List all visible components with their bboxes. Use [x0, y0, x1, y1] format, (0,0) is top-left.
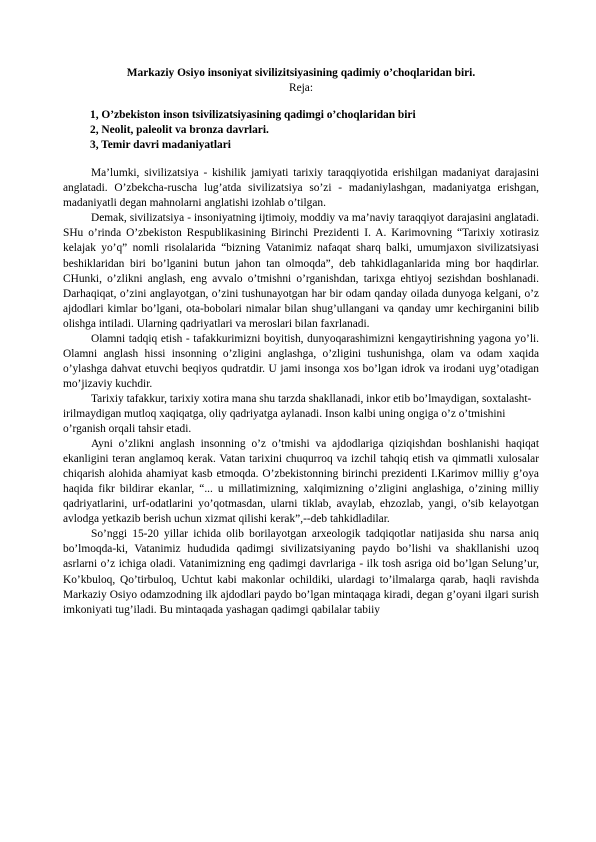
paragraph: Tarixiy tafakkur, tarixiy xotira mana shu tarzda shakllanadi, inkor etib bo’lmaydigan, soxtalasht-irilmaydigan mutloq xaqiqatga, oliy qadriyatga aylanadi. Inson kalbi uning ongiga o’z o’tmishini o’rganish orqali tahsir etadi. — [63, 392, 532, 436]
plan-heading: Reja: — [288, 82, 314, 95]
paragraph: So’nggi 15-20 yillar ichida olib borilayotgan arxeologik tadqiqotlar natijasida shu narsa aniq bo’lmoqda-ki, Vatanimiz hududida qadimgi sivilizatsiyaning paydo bo’lishi va shakllanishi uzoq asrlarni o’z ichiga oladi. Vatanimizning eng qadimgi davrlariga - ilk tosh asriga oid bo’lgan Selung’ur, Ko’kbuloq, Qo’tirbuloq, Uchtut kabi makonlar ochildiki, ulardagi to’ilmalarga qarab, haqli ravishda Markaziy Osiyo odamzodning ilk ajdodlari paydo bo’lgan mintaqaga kiradi, degan g’oyani ilgari surish imkoniyati tug’iladi. Bu mintaqada yashagan qadimgi qabilalar tabiiy — [63, 528, 539, 616]
plan-list — [63, 108, 539, 153]
paragraph: Ma’lumki, sivilizatsiya - kishilik jamiyati tarixiy taraqqiyotida erishilgan madaniyat darajasini anglatadi. O’zbekcha-ruscha lug’atda sivilizatsiya so’zi - madaniylashgan, madaniyatga erishgan, madaniyatli degan mahnolarni anglatishi izohlab o’tilgan. — [63, 167, 539, 210]
plan-item: 2, Neolit, paleolit va bronza davrlari. — [90, 124, 269, 137]
paragraph: Demak, sivilizatsiya - insoniyatning ijtimoiy, moddiy va ma’naviy taraqqiyot darajasini anglatadi. SHu o’rinda O’zbekiston Respublikasining Birinchi Prezidenti I. A. Karimovning “Tarixiy xotirasiz kelajak yo’q” nomli risolalarida “bizning Vatanimiz nafaqat sharq balki, umumjaxon sivilizatsiyasi beshiklaridan biri bo’lganini butun jahon tan olmoqda”, deb tahkidlaganlarida ming bor haqdirlar. CHunki, o’zlikni anglash, eng avvalo o’tmishni o’rganishdan, tarixga ehtiyoj sezishdan boshlanadi. Darhaqiqat, o’zini anglayotgan, o’zini tushunayotgan har bir odam qanday oilada dunyoga kelgani, o’z ajdodlari kimlar bo’lgani, ota-bobolari nimalar bilan shug’ullangani va qanday umr kechirganini bilib olishga intiladi. Ularning qadriyatlari va meroslari bilan faxrlanadi. — [63, 212, 539, 330]
page-title: Markaziy Osiyo insoniyat sivilizitsiyasining qadimiy o’choqlaridan biri. — [126, 67, 476, 79]
paragraph: Olamni tadqiq etish - tafakkurimizni boyitish, dunyoqarashimizni kengaytirishning yagona yo’li. Olamni anglash hissi insonning o’zligini anglashga, o’zligini tushunishga, olam va odam xaqida o’ylashga dahvat etuvchi beqiyos qudratdir. U jami insonga xos bo’lgan idrok va irodani uyg’otadigan mo’jizaviy kuchdir. — [63, 332, 539, 390]
plan-item: 3, Temir davri madaniyatlari — [90, 139, 231, 152]
paragraph: Ayni o’zlikni anglash insonning o’z o’tmishi va ajdodlariga qiziqishdan boshlanishi haqiqat ekanligini teran anglamoq kerak. Vatan tarixini chuqurroq va izchil tahqiq etish va qimmatli xulosalar chiqarish alohida ahamiyat kasb etmoqda. O’zbekistonning birinchi prezidenti I.Karimov milliy g’oya haqida fikr bildirar ekanlar, “... u millatimizning, xalqimizning o’zligini anglashiga, o’zining milliy qadriyatlarini, urf-odatlarini yo’qotmasdan, ularni tiklab, avaylab, ehzozlab, yangi, o’sib kelayotgan avlodga yetkazib berish uchun xizmat qilishi kerak”,--deb tahkidladilar. — [63, 438, 539, 526]
plan-item: 1, O’zbekiston inson tsivilizatsiyasining qadimgi o’choqlaridan biri — [90, 109, 416, 122]
